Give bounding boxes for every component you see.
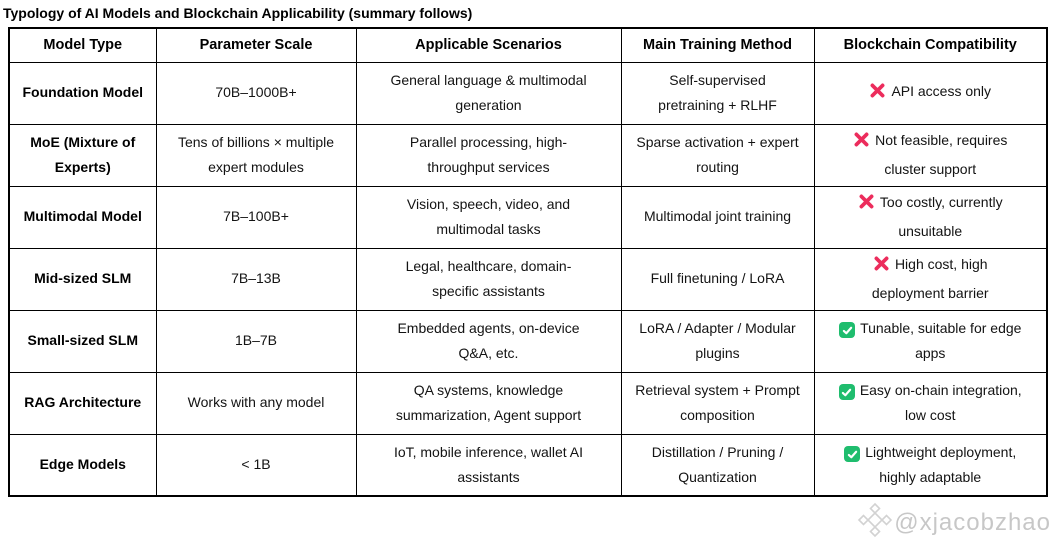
- applicable-scenarios-cell: Vision, speech, video, and multimodal tasks: [356, 186, 621, 248]
- main-training-method-cell: Multimodal joint training: [621, 186, 814, 248]
- applicable-scenarios-cell: QA systems, knowledge summarization, Agent support: [356, 372, 621, 434]
- cross-mark-icon: [873, 255, 890, 280]
- blockchain-compatibility-cell: [814, 434, 1047, 496]
- compatibility-text: Lightweight deployment, highly adaptable: [865, 443, 1017, 485]
- watermark-text: @xjacobzhao: [894, 508, 1051, 536]
- table-row: [9, 186, 1047, 248]
- check-mark-icon: [839, 384, 855, 400]
- check-mark-icon: [844, 446, 860, 462]
- header-blockchain-compatibility: Blockchain Compatibility: [814, 28, 1047, 62]
- blockchain-compatibility-cell: [814, 248, 1047, 310]
- main-training-method-cell: Full finetuning / LoRA: [621, 248, 814, 310]
- compatibility-text: Easy on-chain integration, low cost: [859, 381, 1022, 423]
- model-type-cell: Multimodal Model: [9, 186, 156, 248]
- page-title: Typology of AI Models and Blockchain Applicability (summary follows): [3, 5, 473, 21]
- check-mark-icon: [839, 322, 855, 338]
- blockchain-compatibility-cell: [814, 124, 1047, 186]
- main-training-method-cell: Distillation / Pruning / Quantization: [621, 434, 814, 496]
- compatibility-text: Too costly, currently unsuitable: [879, 194, 1003, 239]
- main-training-method-cell: Self-supervised pretraining + RLHF: [621, 62, 814, 124]
- table-row: [9, 434, 1047, 496]
- table-row: [9, 310, 1047, 372]
- compatibility-text: High cost, high deployment barrier: [871, 256, 989, 301]
- table-header-row: [9, 28, 1047, 62]
- parameter-scale-cell: 70B–1000B+: [156, 62, 356, 124]
- parameter-scale-cell: 1B–7B: [156, 310, 356, 372]
- parameter-scale-cell: Tens of billions × multiple expert modules: [156, 124, 356, 186]
- model-type-cell: Small-sized SLM: [9, 310, 156, 372]
- model-type-cell: Edge Models: [9, 434, 156, 496]
- typology-table: [8, 27, 1048, 497]
- table-row: [9, 62, 1047, 124]
- header-applicable-scenarios: Applicable Scenarios: [356, 28, 621, 62]
- main-training-method-cell: Retrieval system + Prompt composition: [621, 372, 814, 434]
- applicable-scenarios-cell: Parallel processing, high-throughput services: [356, 124, 621, 186]
- table-row: [9, 372, 1047, 434]
- blockchain-compatibility-cell: [814, 310, 1047, 372]
- compatibility-text: Tunable, suitable for edge apps: [860, 319, 1022, 361]
- model-type-cell: Foundation Model: [9, 62, 156, 124]
- header-parameter-scale: Parameter Scale: [156, 28, 356, 62]
- compatibility-text: Not feasible, requires cluster support: [875, 132, 1008, 177]
- parameter-scale-cell: Works with any model: [156, 372, 356, 434]
- diamond-logo-icon: [857, 502, 893, 543]
- cross-mark-icon: [869, 82, 886, 107]
- compatibility-text: API access only: [891, 82, 992, 99]
- blockchain-compatibility-cell: [814, 62, 1047, 124]
- model-type-cell: Mid-sized SLM: [9, 248, 156, 310]
- applicable-scenarios-cell: Legal, healthcare, domain-specific assistants: [356, 248, 621, 310]
- model-type-cell: MoE (Mixture of Experts): [9, 124, 156, 186]
- main-training-method-cell: Sparse activation + expert routing: [621, 124, 814, 186]
- applicable-scenarios-cell: IoT, mobile inference, wallet AI assistants: [356, 434, 621, 496]
- applicable-scenarios-cell: Embedded agents, on-device Q&A, etc.: [356, 310, 621, 372]
- header-model-type: Model Type: [9, 28, 156, 62]
- parameter-scale-cell: 7B–13B: [156, 248, 356, 310]
- parameter-scale-cell: 7B–100B+: [156, 186, 356, 248]
- blockchain-compatibility-cell: [814, 186, 1047, 248]
- header-main-training-method: Main Training Method: [621, 28, 814, 62]
- parameter-scale-cell: < 1B: [156, 434, 356, 496]
- watermark: [857, 502, 1051, 543]
- main-training-method-cell: LoRA / Adapter / Modular plugins: [621, 310, 814, 372]
- table-row: [9, 248, 1047, 310]
- applicable-scenarios-cell: General language & multimodal generation: [356, 62, 621, 124]
- cross-mark-icon: [858, 193, 875, 218]
- cross-mark-icon: [853, 131, 870, 156]
- table-row: [9, 124, 1047, 186]
- blockchain-compatibility-cell: [814, 372, 1047, 434]
- model-type-cell: RAG Architecture: [9, 372, 156, 434]
